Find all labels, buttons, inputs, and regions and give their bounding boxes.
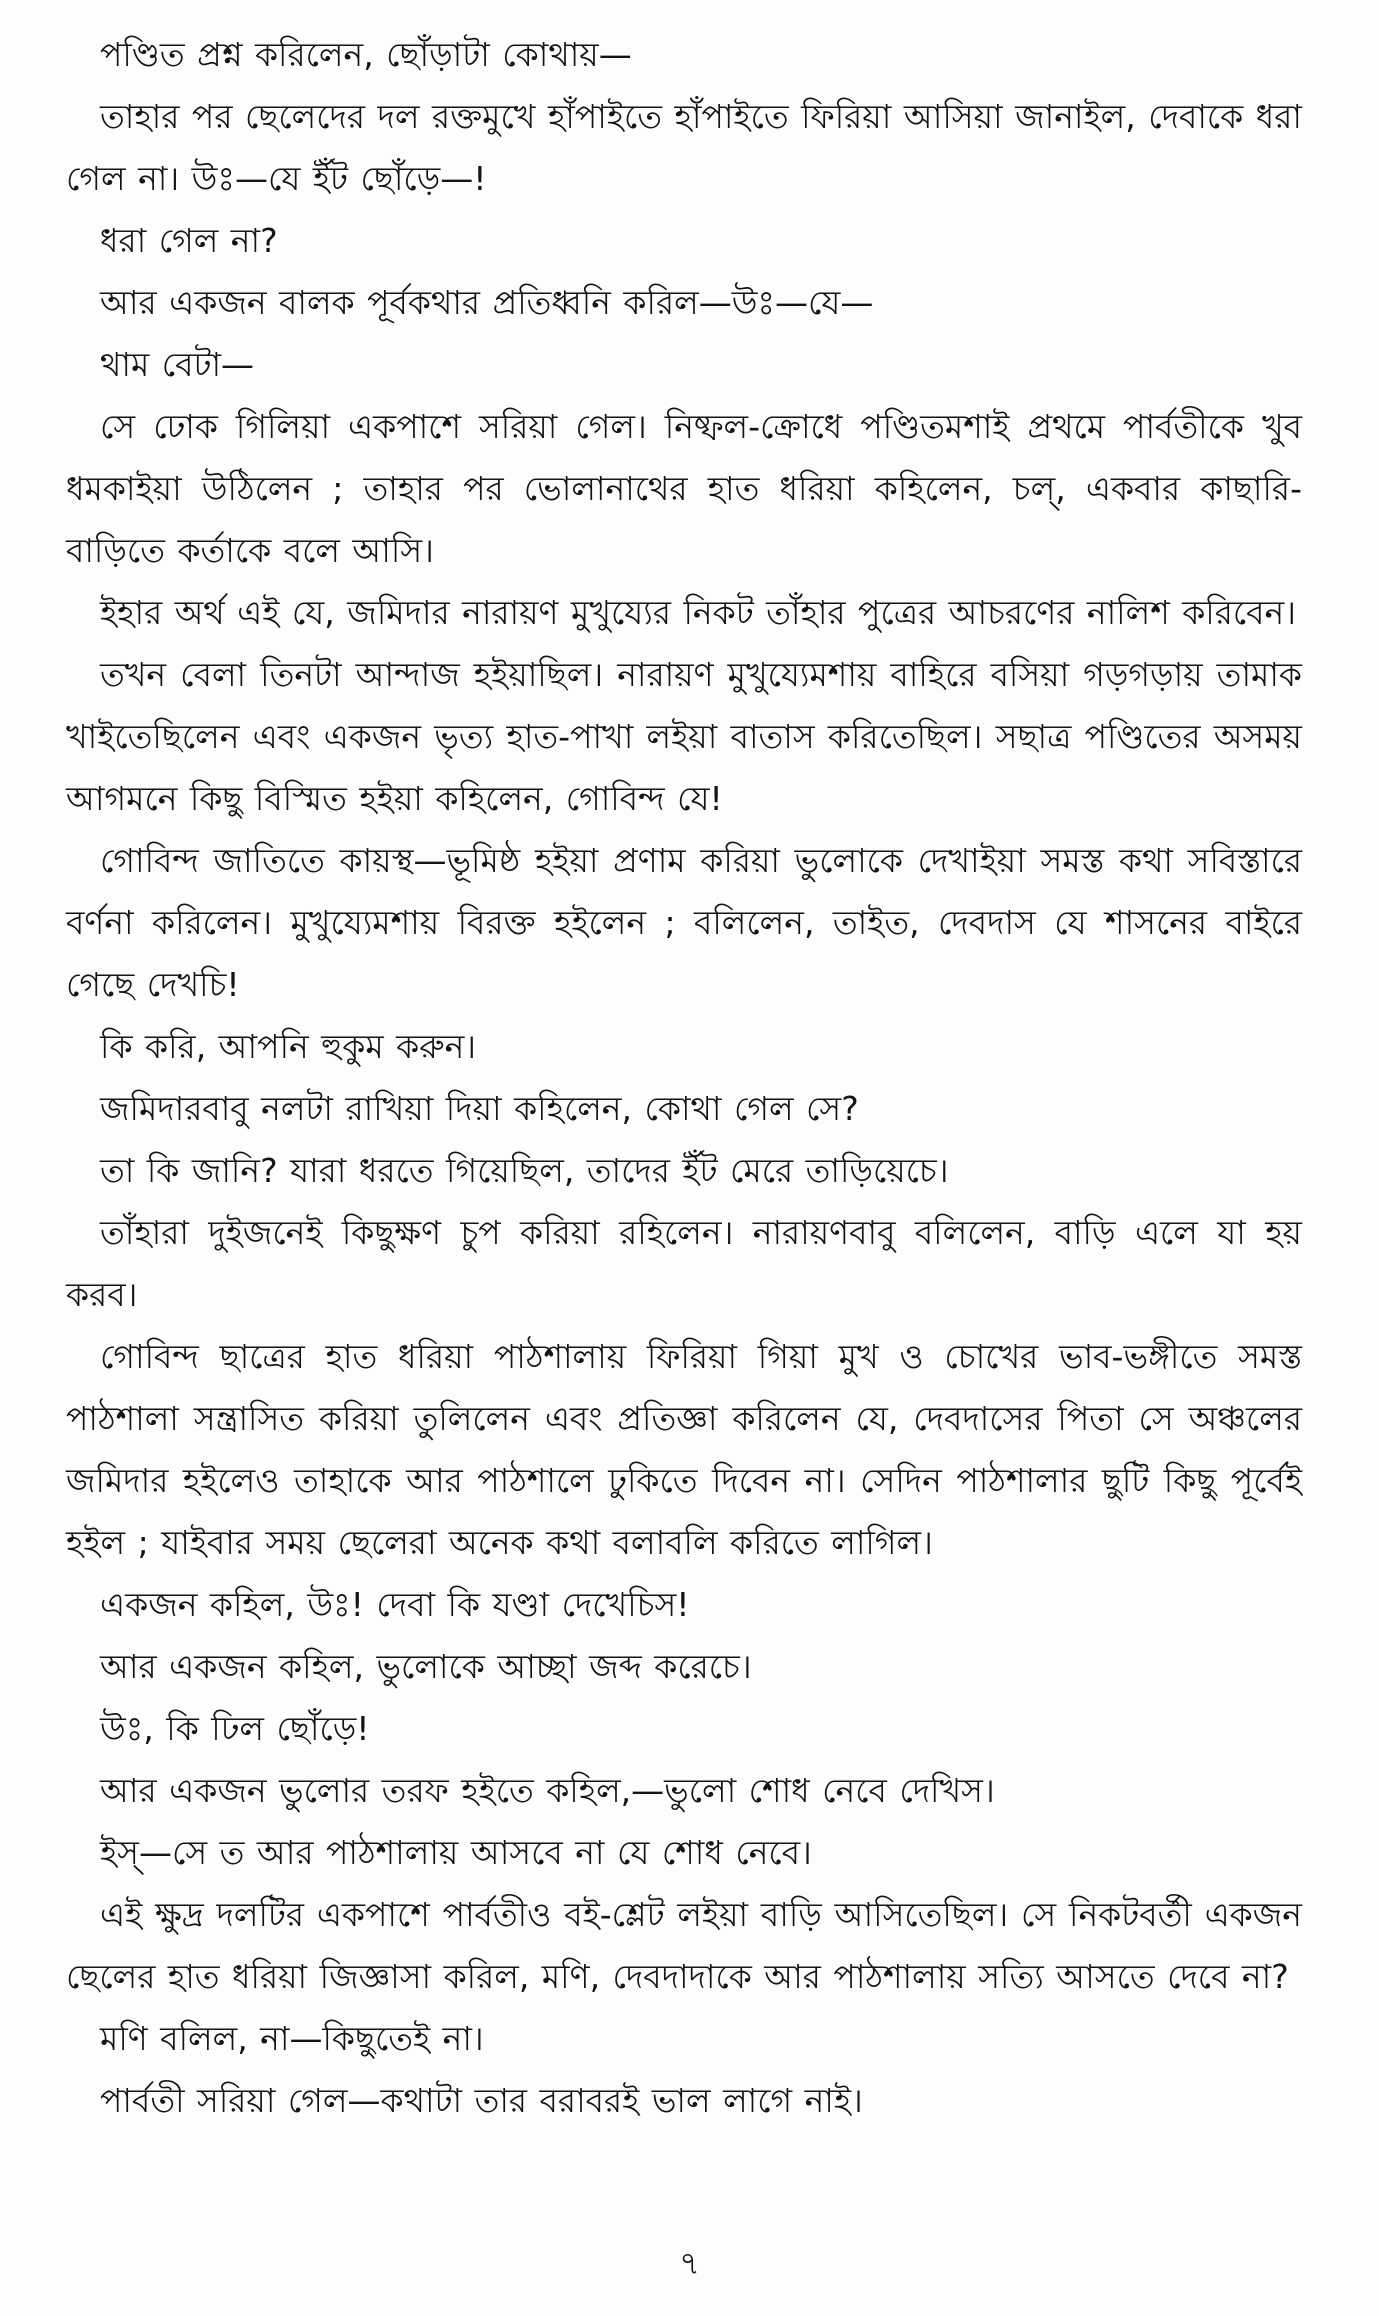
paragraph: পার্বতী সরিয়া গেল—কথাটা তার বরাবরই ভাল লাগে নাই। <box>100 2081 863 2120</box>
page-number: ৭ <box>679 2244 700 2282</box>
paragraph: তখন বেলা তিনটা আন্দাজ হইয়াছিল। নারায়ণ মুখুয্যেমশায় বাহিরে বসিয়া গড়গড়ায় তামাক খাইতেছিলেন এবং একজন ভৃত্য হাত-পাখা লইয়া বাতাস করিতেছিল। সছাত্র পণ্ডিতের অসময় আগমনে কিছু বিস্মিত হইয়া কহিলেন, গোবিন্দ যে! <box>66 655 1302 818</box>
paragraph: তা কি জানি? যারা ধরতে গিয়েছিল, তাদের ইঁট মেরে তাড়িয়েচে। <box>100 1151 949 1190</box>
paragraph: আর একজন কহিল, ভুলোকে আচ্ছা জব্দ করেচে। <box>100 1647 752 1686</box>
paragraph: ধরা গেল না? <box>100 221 278 260</box>
paragraph: একজন কহিল, উঃ! দেবা কি যণ্ডা দেখেচিস! <box>100 1585 690 1624</box>
paragraph: জমিদারবাবু নলটা রাখিয়া দিয়া কহিলেন, কোথা গেল সে? <box>100 1089 859 1128</box>
paragraph: আর একজন বালক পূর্বকথার প্রতিধ্বনি করিল—উঃ—যে— <box>100 283 874 322</box>
paragraph: আর একজন ভুলোর তরফ হইতে কহিল,—ভুলো শোধ নেবে দেখিস। <box>100 1771 995 1810</box>
paragraph: গোবিন্দ জাতিতে কায়স্থ—ভূমিষ্ঠ হইয়া প্রণাম করিয়া ভুলোকে দেখাইয়া সমস্ত কথা সবিস্তারে বর্ণনা করিলেন। মুখুয্যেমশায় বিরক্ত হইলেন ; বলিলেন, তাইত, দেবদাস যে শাসনের বাইরে গেছে দেখচি! <box>66 841 1302 1004</box>
paragraph: থাম বেটা— <box>100 345 255 384</box>
paragraph: এই ক্ষুদ্র দলটির একপাশে পার্বতীও বই-শ্লেট লইয়া বাড়ি আসিতেছিল। সে নিকটবর্তী একজন ছেলের হাত ধরিয়া জিজ্ঞাসা করিল, মণি, দেবদাদাকে আর পাঠশালায় সত্যি আসতে দেবে না? <box>66 1895 1302 1996</box>
paragraph: মণি বলিল, না—কিছুতেই না। <box>100 2019 484 2058</box>
paragraph: তাহার পর ছেলেদের দল রক্তমুখে হাঁপাইতে হাঁপাইতে ফিরিয়া আসিয়া জানাইল, দেবাকে ধরা গেল না। উঃ—যে ইঁট ছোঁড়ে—! <box>66 97 1302 198</box>
paragraph: তাঁহারা দুইজনেই কিছুক্ষণ চুপ করিয়া রহিলেন। নারায়ণবাবু বলিলেন, বাড়ি এলে যা হয় করব। <box>66 1213 1302 1314</box>
body-text <box>66 24 1302 2132</box>
paragraph: উঃ, কি ঢিল ছোঁড়ে! <box>100 1709 370 1748</box>
paragraph: ইস্—সে ত আর পাঠশালায় আসবে না যে শোধ নেবে। <box>100 1833 812 1872</box>
paragraph: কি করি, আপনি হুকুম করুন। <box>100 1027 477 1066</box>
paragraph: পণ্ডিত প্রশ্ন করিলেন, ছোঁড়াটা কোথায়— <box>100 35 632 74</box>
paragraph: সে ঢোক গিলিয়া একপাশে সরিয়া গেল। নিষ্ফল-ক্রোধে পণ্ডিতমশাই প্রথমে পার্বতীকে খুব ধমকাইয়া উঠিলেন ; তাহার পর ভোলানাথের হাত ধরিয়া কহিলেন, চল্, একবার কাছারি-বাড়িতে কর্তাকে বলে আসি। <box>66 407 1302 570</box>
paragraph: ইহার অর্থ এই যে, জমিদার নারায়ণ মুখুয্যের নিকট তাঁহার পুত্রের আচরণের নালিশ করিবেন। <box>100 593 1297 632</box>
paragraph: গোবিন্দ ছাত্রের হাত ধরিয়া পাঠশালায় ফিরিয়া গিয়া মুখ ও চোখের ভাব-ভঙ্গীতে সমস্ত পাঠশালা সন্ত্রাসিত করিয়া তুলিলেন এবং প্রতিজ্ঞা করিলেন যে, দেবদাসের পিতা সে অঞ্চলের জমিদার হইলেও তাহাকে আর পাঠশালে ঢুকিতে দিবেন না। সেদিন পাঠশালার ছুটি কিছু পূর্বেই হইল ; যাইবার সময় ছেলেরা অনেক কথা বলাবলি করিতে লাগিল। <box>66 1337 1302 1562</box>
